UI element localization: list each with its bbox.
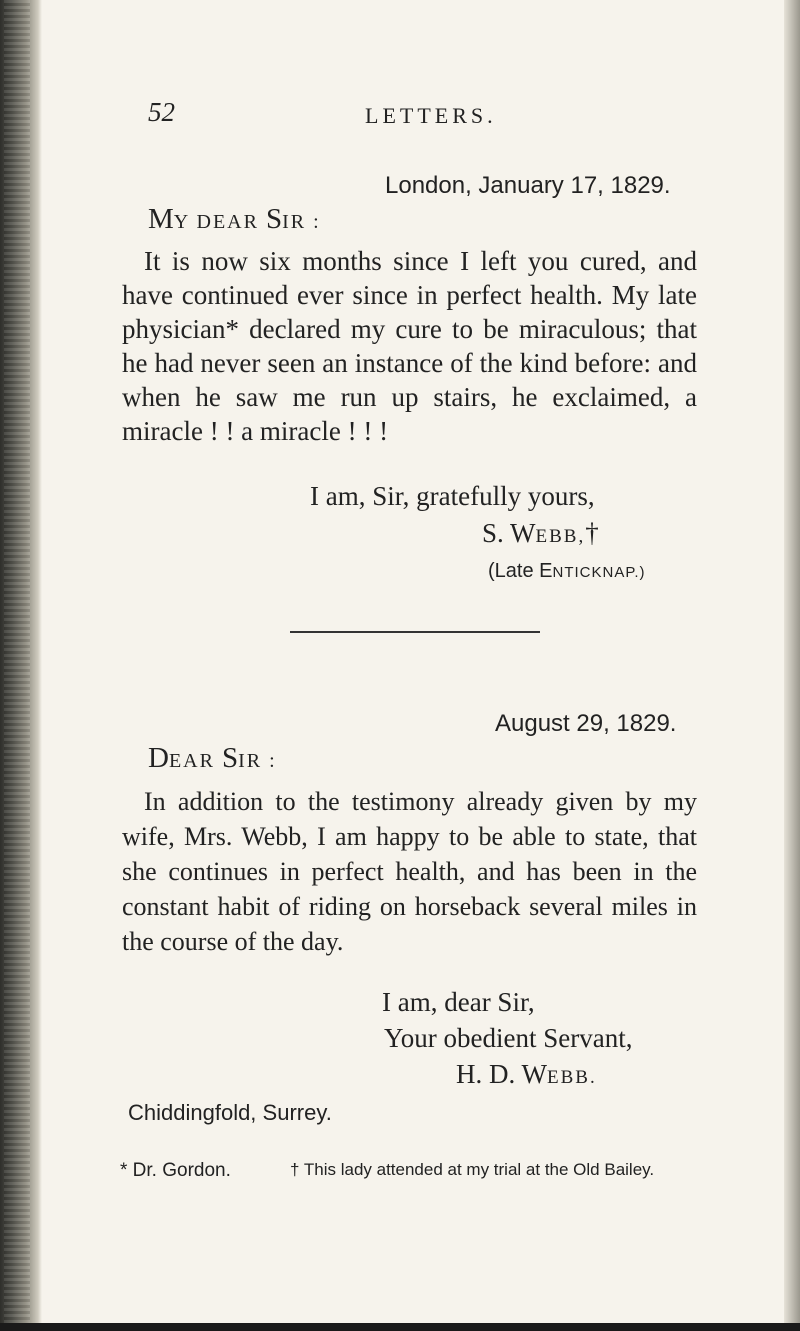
- footnotes: [120, 1160, 720, 1190]
- footnote-2: † This lady attended at my trial at the Old Bailey.: [290, 1160, 655, 1179]
- letter2-salutation: [148, 742, 277, 775]
- running-head: LETTERS.: [365, 103, 497, 128]
- signature-smallcaps: EBB.: [547, 1067, 597, 1088]
- book-binding: [0, 0, 42, 1331]
- letter1-closing: I am, Sir, gratefully yours,: [310, 481, 595, 511]
- signature-smallcaps: EBB,: [535, 526, 586, 547]
- page-bottom-edge: [0, 1323, 800, 1331]
- page-number: 52: [148, 97, 175, 127]
- former-name-open: (Late E: [488, 560, 553, 582]
- letter2-place: Chiddingfold, Surrey.: [128, 1100, 332, 1125]
- letter1-salutation: [148, 203, 321, 236]
- letter1-former-name: [488, 560, 646, 583]
- letter2-signature: [456, 1059, 597, 1090]
- binding-texture: [4, 0, 30, 1331]
- page-edge-shadow: [784, 0, 800, 1331]
- letter2-closing-1: I am, dear Sir,: [382, 987, 535, 1017]
- salutation-sir-smallcaps: IR :: [238, 750, 277, 772]
- letter1-body: [122, 244, 697, 448]
- salutation-sir-initial: S: [265, 203, 283, 235]
- signature-initial: H. D. W: [456, 1059, 547, 1089]
- signature-dagger: †: [585, 518, 599, 548]
- letter1-dateline: London, January 17, 1829.: [385, 172, 671, 199]
- letter2-paragraph: In addition to the testimony already given by my wife, Mrs. Webb, I am happy to be able to state, that she continues in perfect health, and has been in the constant habit of riding on horseback several miles in the course of the day.: [122, 787, 697, 956]
- footnote-1: * Dr. Gordon.: [120, 1160, 231, 1181]
- salutation-initial: D: [148, 742, 169, 774]
- letter2-body: [122, 784, 697, 959]
- letter2-dateline: August 29, 1829.: [495, 710, 677, 737]
- page-header: [0, 97, 800, 137]
- letter2-closing-2: Your obedient Servant,: [384, 1023, 633, 1053]
- letter1-signature: [482, 518, 599, 549]
- former-name-smallcaps: NTICKNAP.): [552, 564, 646, 581]
- signature-initial: S. W: [482, 518, 536, 548]
- salutation-smallcaps: Y DEAR: [173, 211, 266, 233]
- salutation-initial: M: [148, 203, 174, 235]
- letter1-paragraph: It is now six months since I left you cured, and have continued ever since in perfect health. My late physician* declared my cure to be miraculous; that he had never seen an instance of the kind before: and when he saw me run up stairs, he exclaimed, a miracle ! ! a miracle ! ! !: [122, 246, 697, 446]
- salutation-sir-smallcaps: IR :: [282, 211, 321, 233]
- salutation-smallcaps: EAR: [168, 750, 222, 772]
- salutation-sir-initial: S: [221, 742, 239, 774]
- letter-divider: [290, 631, 540, 633]
